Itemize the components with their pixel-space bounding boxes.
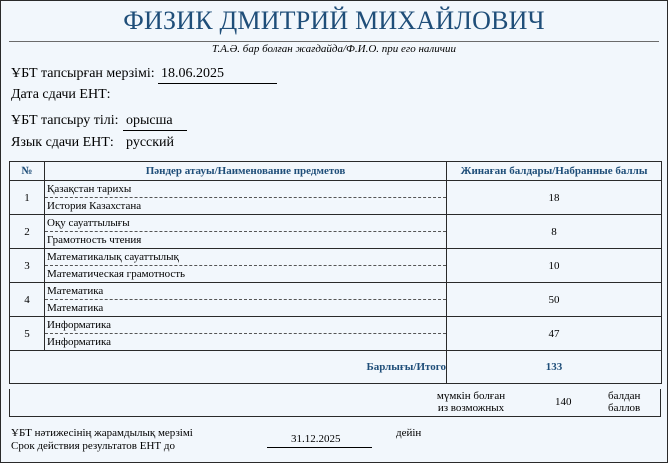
- subject-cell: [45, 283, 447, 317]
- exam-date-label-ru: Дата сдачи ЕНТ:: [11, 87, 111, 102]
- total-row: [10, 351, 662, 384]
- column-header-score: Жинаған балдары/Набранные баллы: [447, 162, 662, 181]
- validity-date: 31.12.2025: [291, 433, 341, 445]
- total-score: 133: [447, 351, 662, 384]
- subject-cell: [45, 215, 447, 249]
- max-score-box: [9, 389, 661, 417]
- subject-name-ru: История Казахстана: [47, 200, 142, 212]
- subject-name-kz: Математика: [45, 283, 446, 300]
- row-number: 1: [10, 181, 45, 215]
- subject-name-ru: Информатика: [47, 336, 112, 348]
- name-caption: Т.А.Ә. бар болған жағдайда/Ф.И.О. при его наличии: [212, 43, 456, 55]
- validity-date-underline: [267, 447, 372, 448]
- max-score-label-ru: из возможных: [437, 402, 505, 414]
- subject-name-ru: Грамотность чтения: [47, 234, 142, 246]
- subject-score: 8: [447, 215, 662, 249]
- exam-date-value: 18.06.2025: [161, 66, 224, 81]
- max-score-unit: [608, 390, 640, 414]
- table-row: [10, 283, 662, 317]
- exam-date-underline: [158, 83, 277, 84]
- validity-label-kz: ҰБТ нәтижесінің жарамдылық мерзімі: [11, 427, 193, 439]
- subject-name-kz: Математикалық сауаттылық: [45, 249, 446, 266]
- subject-score: 50: [447, 283, 662, 317]
- student-full-name: ФИЗИК ДМИТРИЙ МИХАЙЛОВИЧ: [123, 6, 545, 35]
- subject-score: 18: [447, 181, 662, 215]
- row-number: 3: [10, 249, 45, 283]
- subject-name-kz: Оқу сауаттылығы: [45, 215, 446, 232]
- validity-suffix: дейін: [396, 427, 422, 439]
- exam-language-label-kz: ҰБТ тапсыру тілі:: [11, 113, 119, 128]
- exam-language-underline: [123, 130, 187, 131]
- table-row: [10, 181, 662, 215]
- row-number: 2: [10, 215, 45, 249]
- max-score-label-kz: мүмкін болған: [436, 390, 506, 402]
- name-divider: [9, 41, 659, 42]
- total-label: Барлығы/Итого: [10, 351, 447, 384]
- table-row: [10, 215, 662, 249]
- subject-name-ru: Математическая грамотность: [47, 268, 186, 280]
- row-number: 4: [10, 283, 45, 317]
- validity-label: [11, 427, 193, 453]
- max-score-value: 140: [555, 396, 572, 408]
- subject-score: 10: [447, 249, 662, 283]
- max-score-unit-ru: баллов: [608, 402, 641, 414]
- validity-label-ru: Срок действия результатов ЕНТ до: [11, 440, 175, 452]
- max-score-label: [421, 390, 521, 414]
- subject-cell: [45, 317, 447, 351]
- row-number: 5: [10, 317, 45, 351]
- column-header-num: №: [10, 162, 45, 181]
- table-row: [10, 249, 662, 283]
- subject-name-kz: Информатика: [45, 317, 446, 334]
- subject-cell: [45, 181, 447, 215]
- subjects-table: [9, 161, 662, 384]
- table-header-row: [10, 162, 662, 181]
- exam-language-value-kz: орысша: [126, 113, 173, 128]
- subject-name-kz: Қазақстан тарихы: [45, 181, 446, 198]
- subject-score: 47: [447, 317, 662, 351]
- table-row: [10, 317, 662, 351]
- exam-date-label-kz: ҰБТ тапсырған мерзімі:: [11, 66, 155, 81]
- subject-name-ru: Математика: [47, 302, 104, 314]
- column-header-subject: Пәндер атауы/Наименование предметов: [45, 162, 447, 181]
- subject-cell: [45, 249, 447, 283]
- exam-language-value-ru: русский: [126, 135, 175, 150]
- max-score-unit-kz: балдан: [608, 390, 641, 402]
- exam-language-label-ru: Язык сдачи ЕНТ:: [11, 135, 114, 150]
